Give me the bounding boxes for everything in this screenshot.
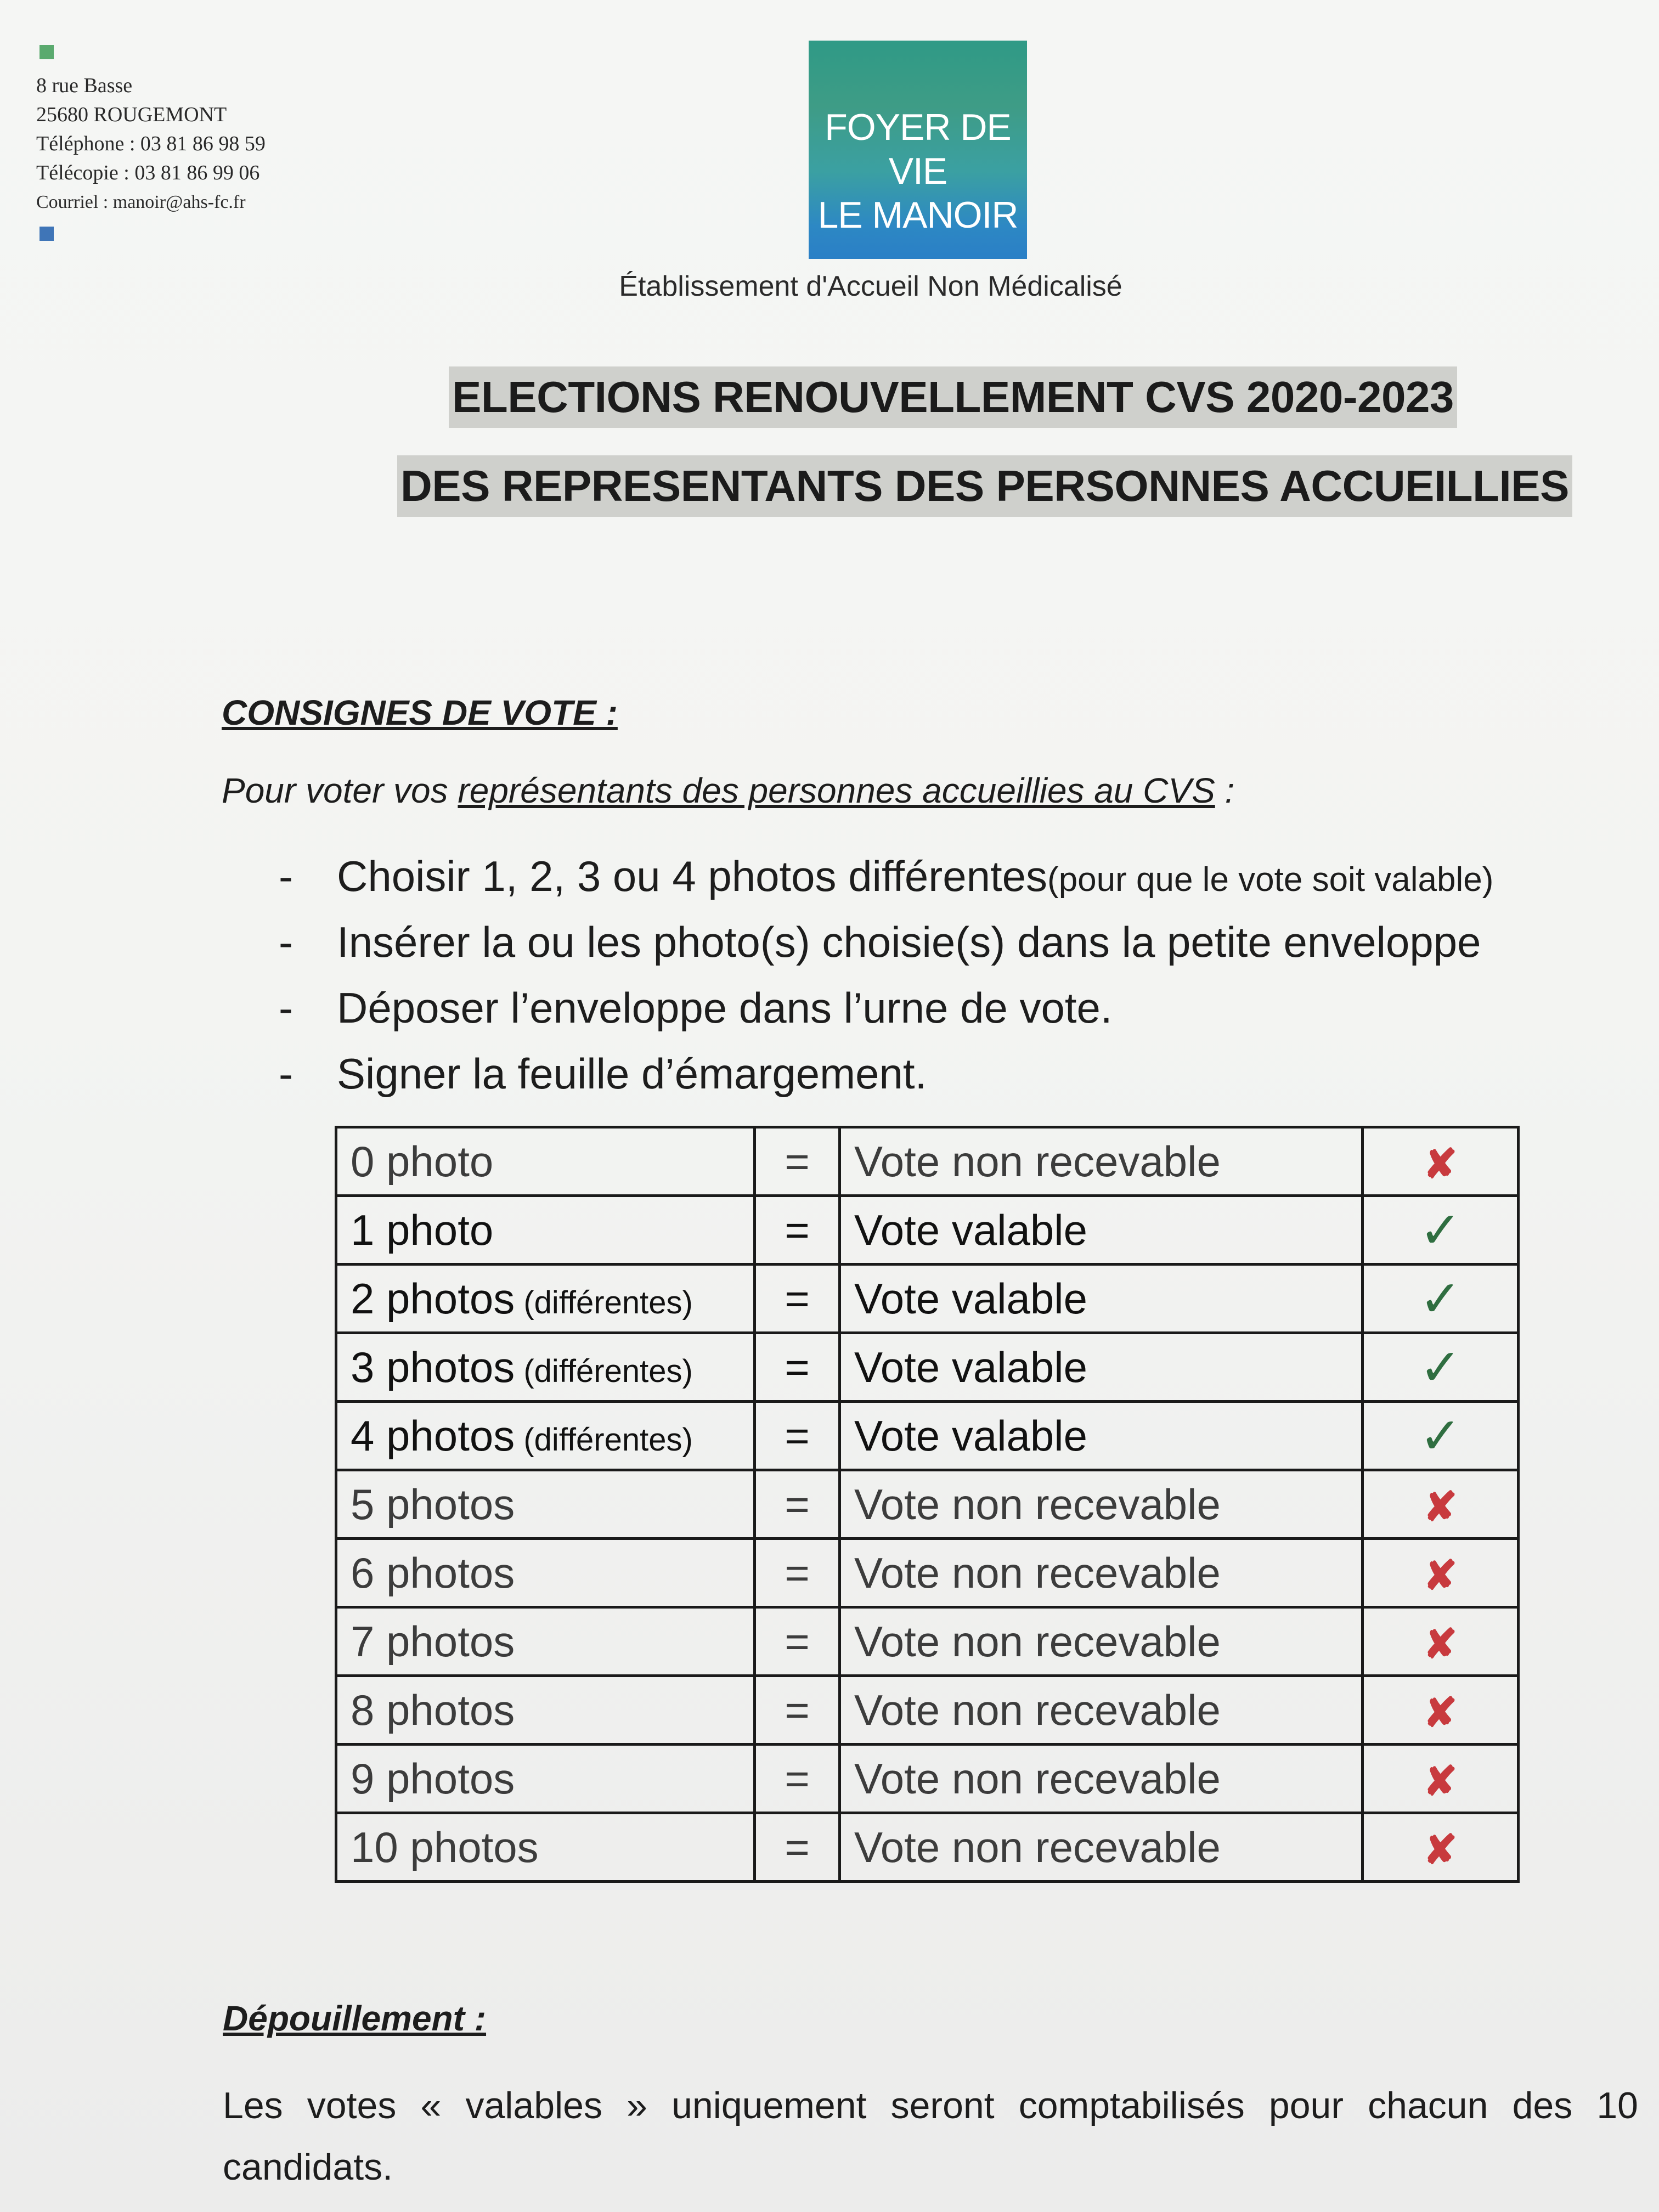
photo-count-cell [336,1265,755,1333]
table-row [336,1676,1519,1745]
page-title-line-2: DES REPRESENTANTS DES PERSONNES ACCUEILLIES [397,455,1572,517]
address-city: 25680 ROUGEMONT [36,103,227,126]
address-email: Courriel : manoir@ahs-fc.fr [36,192,246,212]
equals-sign: = [755,1196,840,1265]
consignes-intro [222,770,1234,811]
equals-sign: = [755,1470,840,1539]
vote-validity-table [335,1126,1520,1883]
blue-square-icon [40,227,54,241]
photo-count-note: (différentes) [515,1284,693,1321]
check-icon: ✓ [1419,1271,1462,1327]
cross-icon: ✘ [1423,1758,1458,1804]
list-item [279,917,1493,983]
vote-result: Vote non recevable [840,1676,1363,1745]
equals-sign: = [755,1265,840,1333]
photo-count: 7 photos [351,1617,515,1666]
vote-result: Vote valable [840,1333,1363,1402]
equals-sign: = [755,1745,840,1813]
logo-line-2: LE MANOIR [817,194,1018,236]
table-row [336,1333,1519,1402]
vote-result: Vote non recevable [840,1813,1363,1882]
table-row [336,1470,1519,1539]
photo-count-cell [336,1333,755,1402]
photo-count: 10 photos [351,1822,539,1871]
vote-result: Vote non recevable [840,1539,1363,1607]
equals-sign: = [755,1333,840,1402]
validity-mark-cell [1363,1539,1519,1607]
depouillement-heading: Dépouillement : [223,1999,487,2038]
table-row [336,1265,1519,1333]
address-block [36,45,266,241]
list-item [279,851,1493,917]
dash-bullet: - [279,918,293,966]
photo-count-cell [336,1745,755,1813]
vote-result: Vote valable [840,1265,1363,1333]
validity-mark-cell [1363,1676,1519,1745]
validity-mark-cell [1363,1607,1519,1676]
vote-result: Vote non recevable [840,1607,1363,1676]
table-row [336,1539,1519,1607]
establishment-subtitle: Établissement d'Accueil Non Médicalisé [619,270,1122,302]
dash-bullet: - [279,1049,293,1098]
equals-sign: = [755,1813,840,1882]
check-icon: ✓ [1419,1339,1462,1396]
equals-sign: = [755,1402,840,1470]
vote-result: Vote non recevable [840,1470,1363,1539]
photo-count-note: (différentes) [515,1421,693,1458]
vote-result: Vote valable [840,1196,1363,1265]
equals-sign: = [755,1676,840,1745]
table-row [336,1745,1519,1813]
validity-mark-cell [1363,1333,1519,1402]
bullet-text: Insérer la ou les photo(s) choisie(s) dans la petite enveloppe [337,918,1481,966]
table-row [336,1607,1519,1676]
depouillement-text: Les votes « valables » uniquement seront comptabilisés pour chacun des 10 candidats. [223,2085,1638,2188]
photo-count: 4 photos [351,1411,515,1460]
validity-mark-cell [1363,1470,1519,1539]
intro-underlined: représentants des personnes accueillies au CVS [458,771,1215,810]
equals-sign: = [755,1539,840,1607]
address-street: 8 rue Basse [36,74,133,97]
bullet-text: Choisir 1, 2, 3 ou 4 photos différentes [337,852,1048,900]
photo-count: 3 photos [351,1342,515,1391]
check-icon: ✓ [1419,1202,1462,1259]
validity-mark-cell [1363,1127,1519,1196]
bullet-note: (pour que le vote soit valable) [1047,861,1494,899]
table-row [336,1813,1519,1882]
consignes-heading: CONSIGNES DE VOTE : [222,693,618,732]
consignes-list [279,851,1493,1115]
bullet-text: Signer la feuille d’émargement. [337,1049,927,1098]
foyer-logo [809,41,1027,259]
intro-suffix: : [1215,771,1235,810]
list-item [279,1049,1493,1115]
photo-count-cell [336,1402,755,1470]
validity-mark-cell [1363,1813,1519,1882]
validity-mark-cell [1363,1402,1519,1470]
photo-count-cell [336,1539,755,1607]
cross-icon: ✘ [1423,1484,1458,1530]
validity-mark-cell [1363,1196,1519,1265]
photo-count-cell [336,1676,755,1745]
vote-result: Vote valable [840,1402,1363,1470]
list-item [279,983,1493,1049]
dash-bullet: - [279,984,293,1032]
photo-count-cell [336,1607,755,1676]
check-icon: ✓ [1419,1408,1462,1464]
table-row [336,1127,1519,1196]
validity-mark-cell [1363,1745,1519,1813]
address-fax: Télécopie : 03 81 86 99 06 [36,161,260,184]
photo-count-cell [336,1470,755,1539]
validity-mark-cell [1363,1265,1519,1333]
logo-line-1: FOYER DE VIE [825,106,1011,192]
intro-prefix: Pour voter vos [222,771,458,810]
photo-count-cell [336,1127,755,1196]
photo-count: 0 photo [351,1137,494,1186]
table-row [336,1196,1519,1265]
cross-icon: ✘ [1423,1690,1458,1735]
cross-icon: ✘ [1423,1827,1458,1872]
dash-bullet: - [279,852,293,900]
green-square-icon [40,45,54,59]
photo-count: 5 photos [351,1480,515,1528]
page-title-line-1: ELECTIONS RENOUVELLEMENT CVS 2020-2023 [449,366,1457,428]
vote-result: Vote non recevable [840,1127,1363,1196]
photo-count: 8 photos [351,1685,515,1734]
address-phone: Téléphone : 03 81 86 98 59 [36,132,266,155]
photo-count: 9 photos [351,1754,515,1803]
photo-count: 2 photos [351,1274,515,1323]
cross-icon: ✘ [1423,1553,1458,1598]
bullet-text: Déposer l’enveloppe dans l’urne de vote. [337,984,1113,1032]
photo-count-cell [336,1196,755,1265]
cross-icon: ✘ [1423,1621,1458,1667]
vote-result: Vote non recevable [840,1745,1363,1813]
photo-count: 6 photos [351,1548,515,1597]
equals-sign: = [755,1127,840,1196]
cross-icon: ✘ [1423,1141,1458,1187]
equals-sign: = [755,1607,840,1676]
photo-count-note: (différentes) [515,1353,693,1389]
photo-count-cell [336,1813,755,1882]
table-row [336,1402,1519,1470]
photo-count: 1 photo [351,1205,494,1254]
